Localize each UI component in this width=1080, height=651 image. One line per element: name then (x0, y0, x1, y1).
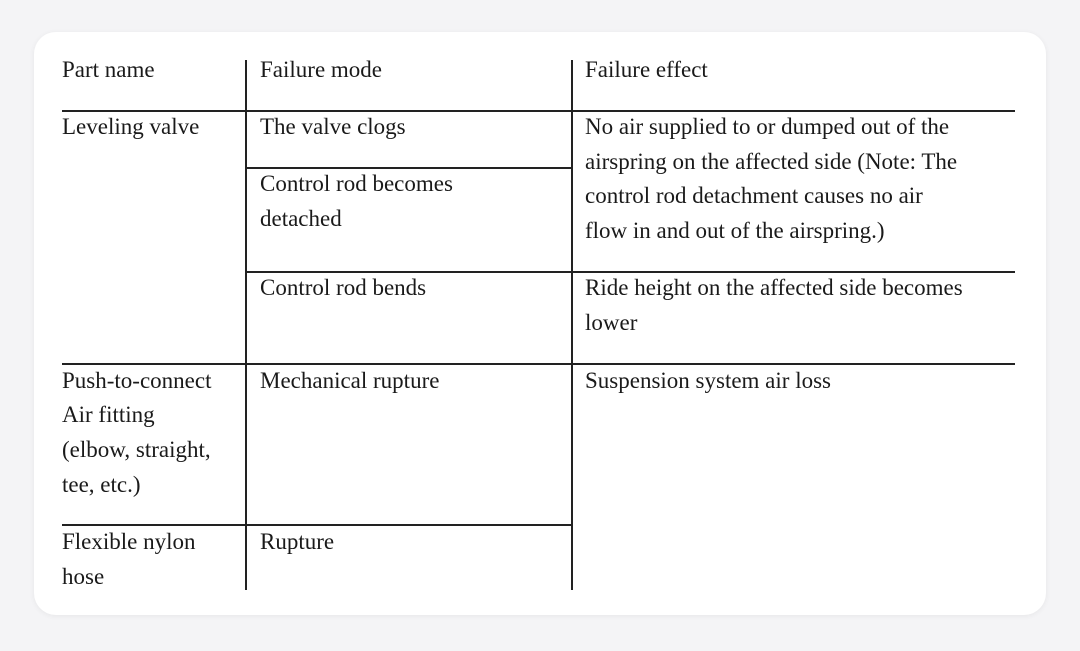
effect-no-air-line-2: airspring on the affected side (Note: The (585, 149, 958, 174)
mode-valve-clogs: The valve clogs (260, 114, 406, 139)
effect-no-air-line-4: flow in and out of the airspring.) (585, 218, 885, 243)
mode-rod-bends: Control rod bends (260, 275, 427, 300)
part-leveling-valve: Leveling valve (62, 114, 200, 139)
header-failure-effect: Failure effect (585, 57, 708, 82)
effect-air-loss: Suspension system air loss (585, 368, 831, 393)
effect-no-air-line-1: No air supplied to or dumped out of the (585, 114, 950, 139)
part-air-fitting-line-1: Push-to-connect (62, 368, 212, 393)
mode-mechanical-rupture: Mechanical rupture (260, 368, 440, 393)
effect-ride-height-line-1: Ride height on the affected side becomes (585, 275, 963, 300)
mode-rod-detached-line-2: detached (260, 206, 342, 231)
mode-rupture: Rupture (260, 529, 335, 554)
header-failure-mode: Failure mode (260, 57, 382, 82)
effect-ride-height-line-2: lower (585, 310, 638, 335)
column-divider-2 (571, 60, 573, 590)
part-air-fitting-line-3: (elbow, straight, (62, 437, 211, 462)
part-air-fitting-line-2: Air fitting (62, 402, 155, 427)
mode-rod-detached-line-1: Control rod becomes (260, 171, 453, 196)
part-nylon-hose-line-1: Flexible nylon (62, 529, 196, 554)
part-air-fitting-line-4: tee, etc.) (62, 472, 141, 497)
effect-no-air-line-3: control rod detachment causes no air (585, 183, 923, 208)
column-divider-1 (245, 60, 247, 590)
part-nylon-hose-line-2: hose (62, 564, 105, 589)
header-part-name: Part name (62, 57, 155, 82)
